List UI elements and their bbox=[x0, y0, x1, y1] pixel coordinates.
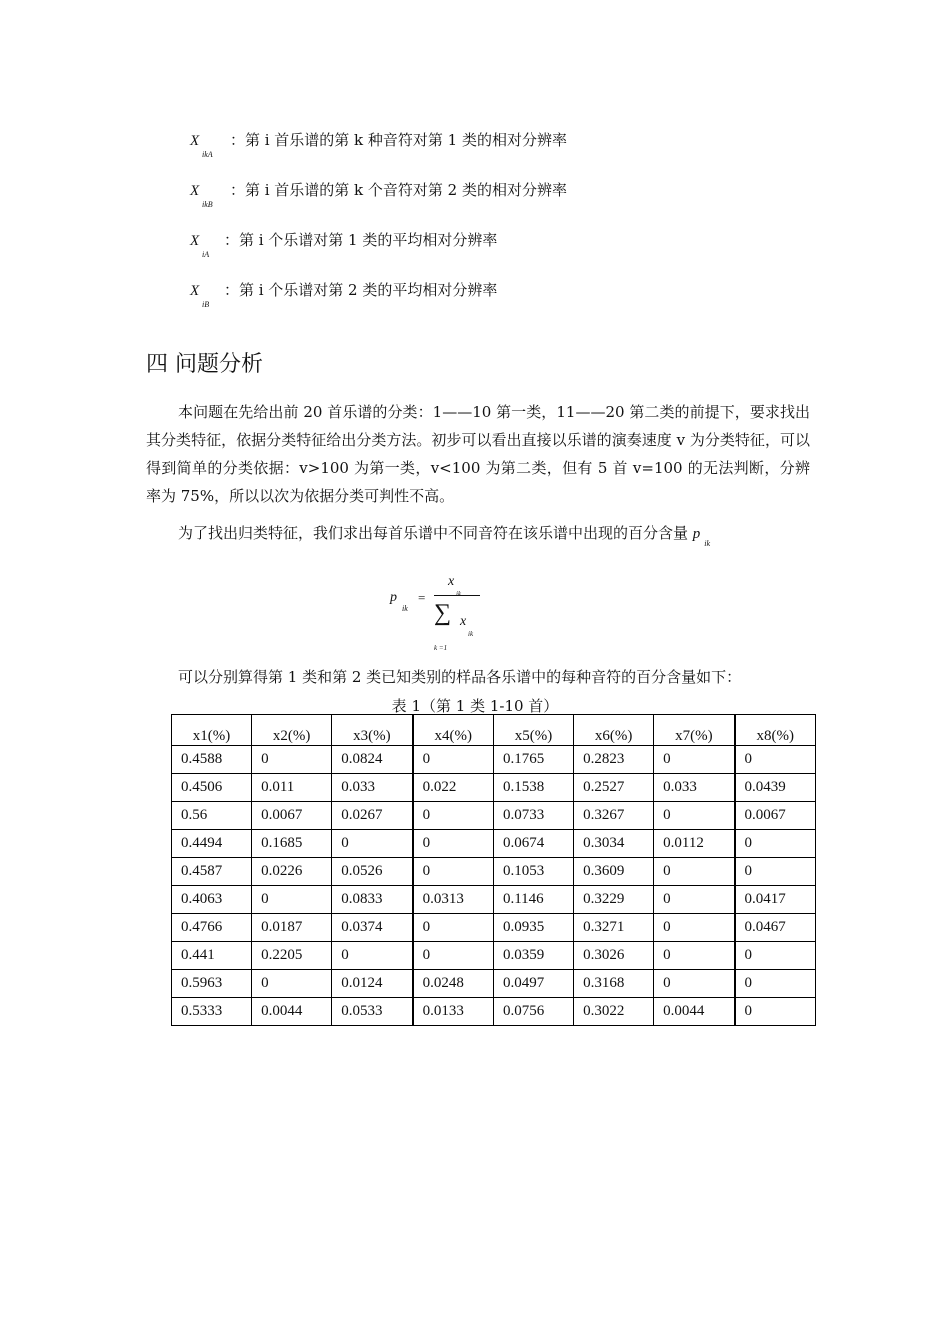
table-cell: 0.4063 bbox=[172, 886, 252, 914]
variable-p: p bbox=[692, 526, 701, 542]
table-cell: 0 bbox=[654, 858, 735, 886]
formula-sum-lower: k =1 bbox=[434, 644, 448, 652]
paragraph-text: 本问题在先给出前 20 首乐谱的分类：1——10 第一类，11——20 第二类的前提下，要求找出其分类特征，依据分类特征给出分类方法。初步可以看出直接以乐谱的演奏速度 v 为分类特征，可以得到简单的分类依据：v>100 为第一类，v<100 为第二类，但有 5 首 v=100 的无法判断，分辨率为 75%，所以以次为依据分类可判性不高。 bbox=[146, 403, 810, 505]
variable-subscript: iA bbox=[202, 250, 210, 259]
header-x6: x6(%) bbox=[574, 715, 654, 746]
formula-denominator-subscript: ik bbox=[468, 630, 474, 638]
table-cell: 0.0526 bbox=[332, 858, 413, 886]
header-x3: x3(%) bbox=[332, 715, 413, 746]
table-cell: 0.011 bbox=[252, 774, 332, 802]
table-cell: 0 bbox=[735, 858, 816, 886]
table-cell: 0 bbox=[654, 746, 735, 774]
table-cell: 0 bbox=[654, 886, 735, 914]
table-cell: 0 bbox=[654, 802, 735, 830]
formula-denominator: x bbox=[460, 614, 467, 629]
table-cell: 0.3168 bbox=[574, 970, 654, 998]
table-cell: 0.1053 bbox=[493, 858, 573, 886]
table-cell: 0 bbox=[413, 858, 494, 886]
table-cell: 0.1765 bbox=[493, 746, 573, 774]
formula-sum: ∑ bbox=[434, 600, 452, 626]
table-cell: 0.022 bbox=[413, 774, 494, 802]
table-cell: 0 bbox=[252, 746, 332, 774]
table-cell: 0.0359 bbox=[493, 942, 573, 970]
table-row bbox=[172, 998, 816, 1026]
paragraph-problem bbox=[146, 398, 810, 510]
definition-text: ：第 i 个乐谱对第 1 类的平均相对分辨率 bbox=[223, 231, 498, 249]
definition-x-ikb bbox=[190, 180, 567, 209]
table-cell: 0 bbox=[413, 746, 494, 774]
table-cell: 0.0044 bbox=[252, 998, 332, 1026]
table-cell: 0.0497 bbox=[493, 970, 573, 998]
table-cell: 0.0674 bbox=[493, 830, 573, 858]
table-cell: 0.0824 bbox=[332, 746, 413, 774]
variable-p-subscript: ik bbox=[704, 539, 711, 548]
formula-numerator: x bbox=[448, 574, 455, 589]
table-cell: 0.1685 bbox=[252, 830, 332, 858]
table-cell: 0 bbox=[413, 802, 494, 830]
table-cell: 0.3609 bbox=[574, 858, 654, 886]
data-table bbox=[171, 714, 816, 1026]
table-cell: 0.2527 bbox=[574, 774, 654, 802]
variable-subscript: ikA bbox=[202, 150, 213, 159]
table-cell: 0 bbox=[735, 746, 816, 774]
paragraph-text: 可以分别算得第 1 类和第 2 类已知类别的样品各乐谱中的每种音符的百分含量如下： bbox=[178, 668, 742, 686]
table-cell: 0 bbox=[735, 942, 816, 970]
table-cell: 0.033 bbox=[332, 774, 413, 802]
formula-numerator-subscript: ik bbox=[456, 590, 462, 598]
definition-text: ：第 i 首乐谱的第 k 个音符对第 2 类的相对分辨率 bbox=[229, 181, 567, 199]
header-x7: x7(%) bbox=[654, 715, 735, 746]
table-cell: 0.0267 bbox=[332, 802, 413, 830]
table-cell: 0.0133 bbox=[413, 998, 494, 1026]
variable-subscript: ikB bbox=[202, 200, 213, 209]
table-cell: 0 bbox=[413, 942, 494, 970]
table-cell: 0 bbox=[332, 942, 413, 970]
paragraph-percentage bbox=[146, 519, 810, 550]
table-row bbox=[172, 886, 816, 914]
table-cell: 0.3034 bbox=[574, 830, 654, 858]
table-cell: 0.033 bbox=[654, 774, 735, 802]
table-cell: 0 bbox=[735, 998, 816, 1026]
table-cell: 0.0439 bbox=[735, 774, 816, 802]
table-row bbox=[172, 746, 816, 774]
table-cell: 0.5333 bbox=[172, 998, 252, 1026]
table-cell: 0.1538 bbox=[493, 774, 573, 802]
table-cell: 0.56 bbox=[172, 802, 252, 830]
definition-text: ：第 i 个乐谱对第 2 类的平均相对分辨率 bbox=[223, 281, 498, 299]
formula-lhs-subscript: ik bbox=[402, 604, 408, 613]
table-cell: 0 bbox=[413, 830, 494, 858]
table-cell: 0.3026 bbox=[574, 942, 654, 970]
definition-x-ib bbox=[190, 280, 498, 309]
table-cell: 0.3022 bbox=[574, 998, 654, 1026]
variable-symbol: X bbox=[190, 233, 200, 249]
header-x1: x1(%) bbox=[172, 715, 252, 746]
table-caption: 表 1（第 1 类 1-10 首） bbox=[391, 697, 559, 715]
variable-symbol: X bbox=[190, 283, 200, 299]
table-cell: 0.4588 bbox=[172, 746, 252, 774]
header-x2: x2(%) bbox=[252, 715, 332, 746]
table-cell: 0.0112 bbox=[654, 830, 735, 858]
table-body bbox=[172, 746, 816, 1026]
table-row bbox=[172, 914, 816, 942]
table-row bbox=[172, 942, 816, 970]
table-cell: 0.4494 bbox=[172, 830, 252, 858]
table-cell: 0 bbox=[654, 914, 735, 942]
table-row bbox=[172, 858, 816, 886]
table-cell: 0.0067 bbox=[252, 802, 332, 830]
table-cell: 0.5963 bbox=[172, 970, 252, 998]
table-cell: 0.0733 bbox=[493, 802, 573, 830]
formula-p-ik bbox=[390, 574, 500, 654]
table-cell: 0.4506 bbox=[172, 774, 252, 802]
variable-symbol: X bbox=[190, 133, 200, 149]
table-cell: 0.0124 bbox=[332, 970, 413, 998]
table-cell: 0.0417 bbox=[735, 886, 816, 914]
header-x8: x8(%) bbox=[735, 715, 816, 746]
table-row bbox=[172, 802, 816, 830]
table-cell: 0.3271 bbox=[574, 914, 654, 942]
table-cell: 0 bbox=[735, 830, 816, 858]
table-row bbox=[172, 970, 816, 998]
table-cell: 0.1146 bbox=[493, 886, 573, 914]
table-cell: 0.0044 bbox=[654, 998, 735, 1026]
table-cell: 0.3267 bbox=[574, 802, 654, 830]
table-cell: 0 bbox=[654, 942, 735, 970]
table-cell: 0.0226 bbox=[252, 858, 332, 886]
table-cell: 0.0374 bbox=[332, 914, 413, 942]
variable-subscript: iB bbox=[202, 300, 210, 309]
table-row bbox=[172, 830, 816, 858]
table-cell: 0.0067 bbox=[735, 802, 816, 830]
table-cell: 0.441 bbox=[172, 942, 252, 970]
paragraph-text: 为了找出归类特征，我们求出每首乐谱中不同音符在该乐谱中出现的百分含量 bbox=[178, 524, 689, 542]
section-title: 四 问题分析 bbox=[146, 352, 263, 377]
table-cell: 0.2205 bbox=[252, 942, 332, 970]
table-cell: 0 bbox=[654, 970, 735, 998]
table-cell: 0.3229 bbox=[574, 886, 654, 914]
table-cell: 0.0833 bbox=[332, 886, 413, 914]
table-row bbox=[172, 774, 816, 802]
variable-symbol: X bbox=[190, 183, 200, 199]
table-cell: 0.0935 bbox=[493, 914, 573, 942]
definition-text: ：第 i 首乐谱的第 k 种音符对第 1 类的相对分辨率 bbox=[229, 131, 567, 149]
fraction-bar bbox=[434, 595, 480, 596]
table-cell: 0.0248 bbox=[413, 970, 494, 998]
definition-x-ika bbox=[190, 130, 567, 159]
table-cell: 0.0533 bbox=[332, 998, 413, 1026]
formula-lhs: p bbox=[390, 590, 397, 605]
table-cell: 0 bbox=[413, 914, 494, 942]
table-cell: 0.0313 bbox=[413, 886, 494, 914]
table-cell: 0.4766 bbox=[172, 914, 252, 942]
table-cell: 0 bbox=[332, 830, 413, 858]
paragraph-table-intro bbox=[146, 663, 810, 691]
table-header-row bbox=[172, 715, 816, 746]
table-cell: 0.0467 bbox=[735, 914, 816, 942]
table-cell: 0.0187 bbox=[252, 914, 332, 942]
table-cell: 0.0756 bbox=[493, 998, 573, 1026]
definition-x-ia bbox=[190, 230, 498, 259]
table-cell: 0.4587 bbox=[172, 858, 252, 886]
table-cell: 0 bbox=[252, 970, 332, 998]
header-x4: x4(%) bbox=[413, 715, 494, 746]
table-cell: 0.2823 bbox=[574, 746, 654, 774]
table-cell: 0 bbox=[735, 970, 816, 998]
header-x5: x5(%) bbox=[493, 715, 573, 746]
formula-equals: = bbox=[418, 590, 426, 605]
table-cell: 0 bbox=[252, 886, 332, 914]
